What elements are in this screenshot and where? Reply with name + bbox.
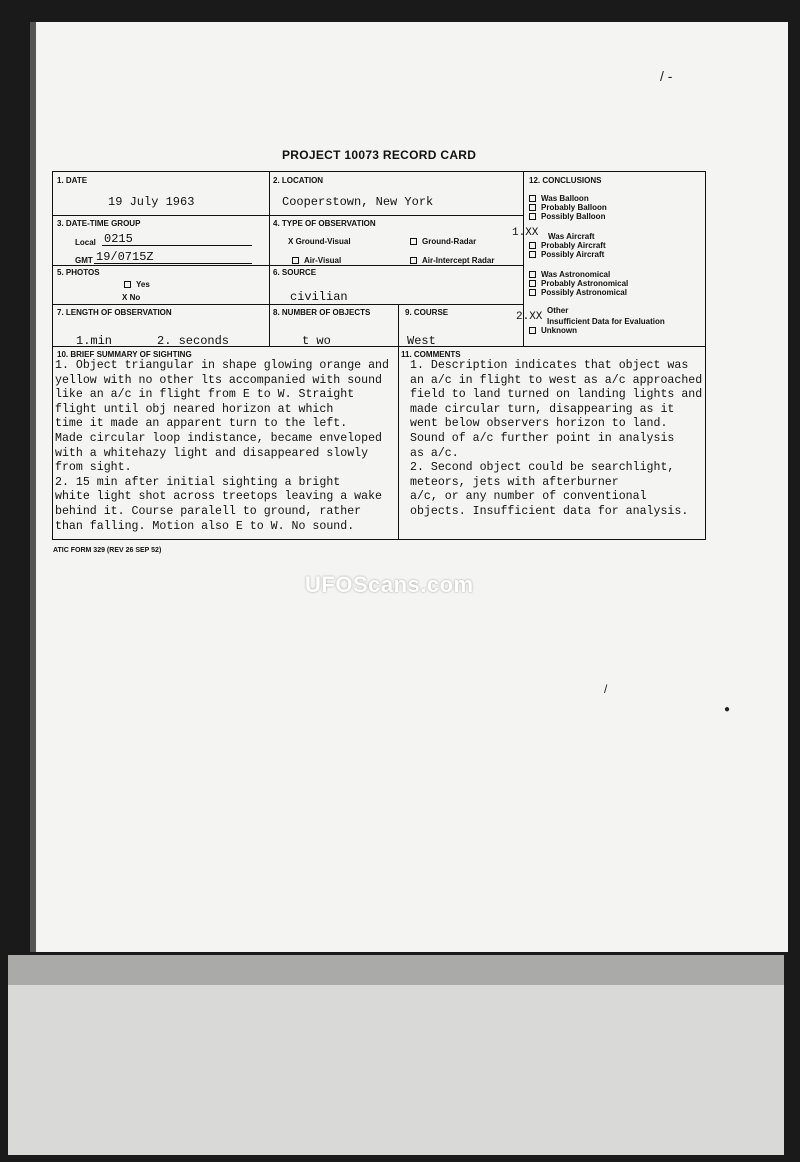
photos-label: 5. PHOTOS (57, 268, 100, 277)
was-aircraft-label: Was Aircraft (548, 232, 595, 241)
summary-line: yellow with no other lts accompanied with sound (55, 373, 382, 387)
conclusions-astro-group (529, 270, 628, 297)
length-value-2: 2. seconds (157, 334, 230, 348)
other-label: Other (547, 306, 569, 315)
air-visual-label: Air-Visual (304, 256, 342, 265)
unknown-option (529, 326, 577, 335)
gmt-value: 19/0715Z (96, 250, 154, 264)
checkbox (529, 195, 536, 202)
local-value: 0215 (104, 232, 133, 246)
pen-mark: / (604, 682, 608, 696)
summary-line: 1. Object triangular in shape glowing orange and (55, 359, 389, 372)
summary-line: behind it. Course paralell to ground, rather (55, 504, 362, 518)
poss-balloon-label: Possibly Balloon (541, 212, 606, 221)
summary-line: 2. 15 min after initial sighting a bright (55, 475, 341, 489)
date-label: 1. DATE (57, 176, 88, 185)
checkbox (529, 289, 536, 296)
comments-line: went below observers horizon to land. (410, 417, 668, 431)
divider (53, 265, 523, 266)
length-label: 7. LENGTH OF OBSERVATION (57, 308, 172, 317)
other-mark: 2.XX (516, 311, 543, 323)
summary-text (55, 359, 389, 534)
photos-no-option (122, 293, 140, 302)
comments-label: 11. COMMENTS (401, 350, 461, 359)
comments-line: a/c, or any number of conventional (410, 490, 647, 504)
ground-visual-label: Ground-Visual (295, 237, 351, 246)
prob-astro-label: Probably Astronomical (541, 279, 629, 288)
comments-line: an a/c in flight to west as a/c approached (410, 373, 703, 387)
comments-line: 1. Description indicates that object was (410, 359, 689, 372)
comments-line: made circular turn, disappearing as it (410, 402, 675, 416)
source-label: 6. SOURCE (273, 268, 317, 277)
conclusions-label: 12. CONCLUSIONS (529, 176, 602, 185)
ground-visual-mark: X (288, 237, 294, 246)
checkbox (529, 251, 536, 258)
summary-line: with a whitehazy light and disappeared slowly (55, 446, 369, 460)
date-value: 19 July 1963 (108, 195, 195, 209)
summary-line: like an a/c in flight from E to W. Straight (55, 388, 355, 402)
checkbox (410, 257, 417, 264)
comments-line: field to land turned on landing lights and (410, 388, 703, 402)
form-footer: ATIC FORM 329 (REV 26 SEP 52) (53, 547, 162, 554)
photos-no-mark: X (122, 293, 128, 302)
checkbox (124, 281, 131, 288)
type-obs-label: 4. TYPE OF OBSERVATION (273, 219, 376, 228)
comments-line: Sound of a/c further point in analysis (410, 431, 675, 445)
summary-label: 10. BRIEF SUMMARY OF SIGHTING (57, 350, 192, 359)
divider (269, 172, 270, 346)
checkbox (292, 257, 299, 264)
divider (53, 304, 523, 305)
prob-balloon-label: Probably Balloon (541, 203, 607, 212)
checkbox (410, 238, 417, 245)
pen-mark: ● (724, 704, 731, 715)
checkbox (529, 204, 536, 211)
unknown-label: Unknown (541, 326, 577, 335)
checkbox (529, 271, 536, 278)
checkbox (529, 327, 536, 334)
location-label: 2. LOCATION (273, 176, 324, 185)
was-balloon-label: Was Balloon (541, 194, 589, 203)
checkbox (529, 242, 536, 249)
air-visual-option (292, 256, 341, 265)
dtg-label: 3. DATE-TIME GROUP (57, 219, 141, 228)
summary-line: than falling. Motion also E to W. No sound. (55, 519, 355, 533)
divider (53, 346, 706, 347)
comments-text (410, 359, 702, 520)
summary-line: Made circular loop indistance, became enveloped (55, 431, 382, 445)
air-intercept-option (410, 256, 494, 265)
comments-line: objects. Insufficient data for analysis. (410, 504, 689, 518)
summary-line: white light shot across treetops leaving a wake (55, 490, 382, 504)
ground-visual-option (288, 237, 351, 246)
prob-aircraft-label: Probably Aircraft (541, 241, 606, 250)
ground-radar-option (410, 237, 476, 246)
local-label: Local (75, 238, 96, 247)
poss-astro-label: Possibly Astronomical (541, 288, 627, 297)
summary-line: flight until obj neared horizon at which (55, 402, 334, 416)
underline (94, 263, 252, 264)
underline (102, 245, 252, 246)
conclusions-aircraft-group (529, 241, 606, 259)
course-label: 9. COURSE (405, 308, 449, 317)
objects-value: t wo (302, 334, 331, 348)
course-value: West (407, 334, 436, 348)
watermark: UFOScans.com (305, 572, 474, 597)
aircraft-mark: 1.XX (512, 227, 539, 239)
summary-line: from sight. (55, 461, 132, 475)
photos-no-label: No (129, 293, 141, 302)
photos-yes-label: Yes (136, 280, 150, 289)
checkbox (529, 213, 536, 220)
checkbox (529, 280, 536, 287)
poss-aircraft-label: Possibly Aircraft (541, 250, 605, 259)
air-intercept-label: Air-Intercept Radar (422, 256, 495, 265)
comments-line: 2. Second object could be searchlight, (410, 461, 675, 475)
divider (398, 304, 399, 540)
source-value: civilian (290, 290, 348, 304)
comments-line: as a/c. (410, 446, 459, 460)
pen-mark: / - (660, 68, 673, 84)
ground-radar-label: Ground-Radar (422, 237, 477, 246)
page-shadow (8, 955, 784, 985)
photos-yes-option (124, 280, 150, 289)
comments-line: meteors, jets with afterburner (410, 475, 619, 489)
conclusions-balloon-group (529, 194, 607, 221)
gmt-label: GMT (75, 256, 93, 265)
insufficient-label: Insufficient Data for Evaluation (547, 317, 665, 326)
location-value: Cooperstown, New York (282, 195, 434, 209)
was-astro-label: Was Astronomical (541, 270, 611, 279)
objects-label: 8. NUMBER OF OBJECTS (273, 308, 371, 317)
summary-line: time it made an apparent turn to the left. (55, 417, 348, 431)
lower-page-background (8, 955, 784, 1155)
card-title: PROJECT 10073 RECORD CARD (282, 148, 477, 162)
divider (53, 215, 523, 216)
length-value-1: 1.min (76, 334, 113, 348)
